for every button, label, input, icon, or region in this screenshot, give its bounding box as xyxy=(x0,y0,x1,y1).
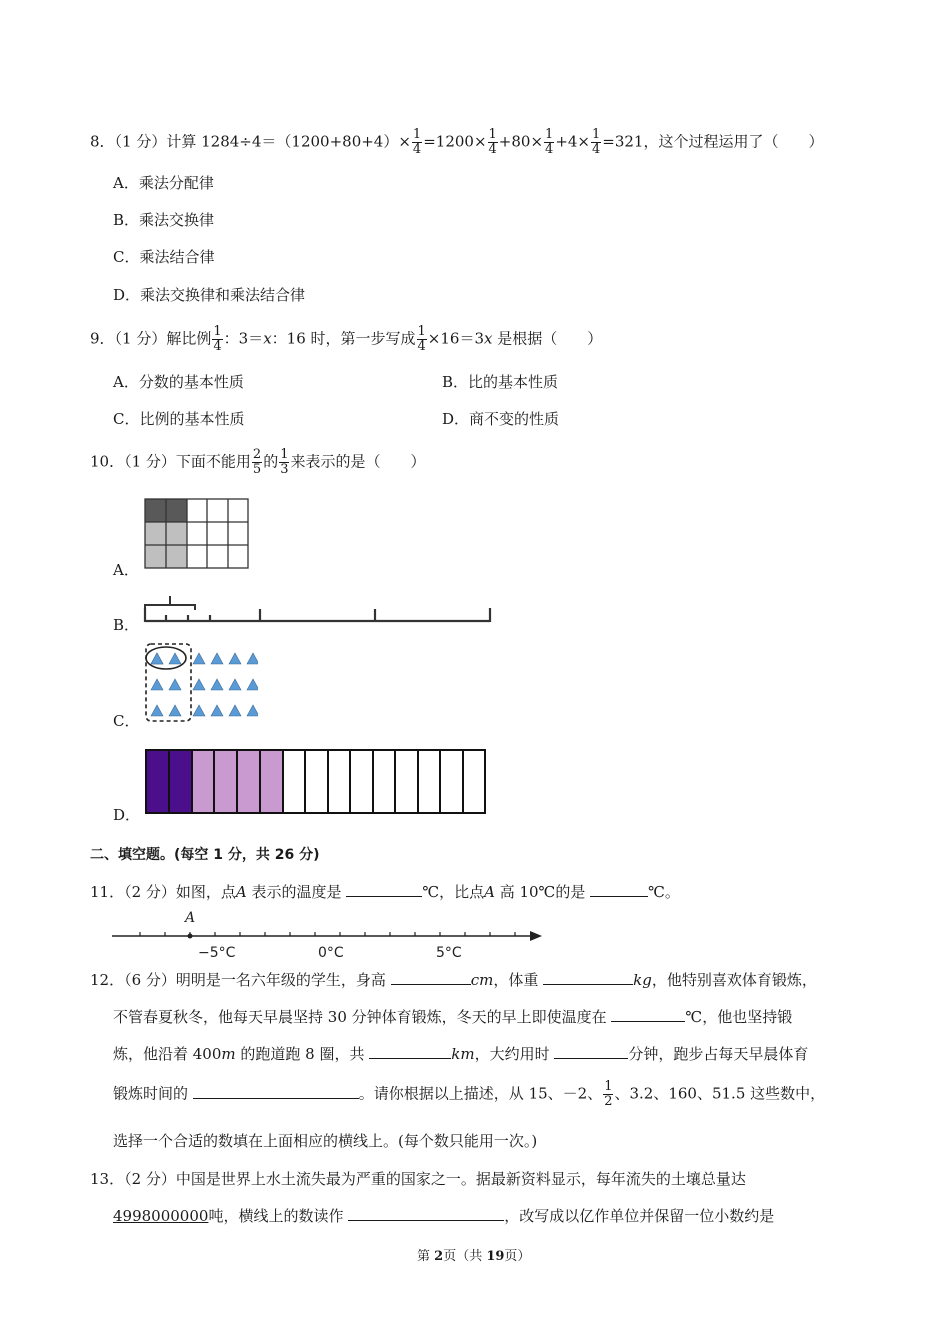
q8-option-d[interactable]: D．乘法交换律和乘法结合律 xyxy=(113,286,306,304)
q9-stem: 9．（1 分）解比例 $\frac{1}{4}$ ：3＝x：16 时，第一步写成 $\frac{1}{4}$ ×16＝3x 是根据（ ） xyxy=(90,324,603,354)
q12-line-5: 选择一个合适的数填在上面相应的横线上。(每个数只能用一次。) xyxy=(113,1132,538,1150)
q13-line-1: 13．（2 分）中国是世界上水土流失最为严重的国家之一。据最新资料显示，每年流失的土壤总量达 xyxy=(90,1170,746,1188)
q8-option-a[interactable]: A．乘法分配律 xyxy=(113,174,214,192)
q10-option-c-triangles-figure[interactable] xyxy=(143,642,258,724)
grid-cell-light xyxy=(166,545,187,568)
q11-stem: 11．（2 分）如图，点A 表示的温度是 ℃，比点A 高 10℃的是 ℃。 xyxy=(90,883,680,901)
selection-ellipse xyxy=(146,647,186,669)
grid-cell-light xyxy=(166,522,187,545)
answer-blank[interactable] xyxy=(543,970,633,985)
q12-line-3: 炼，他沿着 400m 的跑道跑 8 圈，共 km，大约用时 分钟，跑步占每天早晨体育 xyxy=(113,1045,809,1063)
answer-blank[interactable] xyxy=(346,882,422,897)
q10-option-a-label[interactable]: A． xyxy=(113,561,139,579)
answer-blank[interactable] xyxy=(369,1044,451,1059)
q12-line-2: 不管春夏秋冬，他每天早晨坚持 30 分钟体育锻炼，冬天的早上即使温度在 ℃，他也坚持锻 xyxy=(113,1008,793,1026)
q10-option-d-bar-figure[interactable] xyxy=(143,747,489,817)
tick-label: 5°C xyxy=(436,945,462,961)
fraction-two-fifths: $\frac{2}{5}$ xyxy=(252,447,262,477)
q9-option-b[interactable]: B．比的基本性质 xyxy=(442,373,559,391)
q9-option-d[interactable]: D．商不变的性质 xyxy=(442,410,560,428)
section-title: 二、填空题。(每空 1 分，共 26 分) xyxy=(90,847,320,863)
fraction-one-quarter: $\frac{1}{4}$ xyxy=(488,127,497,157)
grid-cell-dark xyxy=(166,499,187,522)
grid-cell-light xyxy=(145,545,166,568)
fraction-one-quarter: $\frac{1}{4}$ xyxy=(592,127,601,157)
q13-line-2: 4998000000吨，横线上的数读作 ，改写成以亿作单位并保留一位小数约是 xyxy=(113,1207,775,1225)
tick-label: −5°C xyxy=(198,945,236,961)
q10-option-c-label[interactable]: C． xyxy=(113,712,140,730)
grid-cell-dark xyxy=(145,499,166,522)
q10-option-a-grid-figure[interactable] xyxy=(143,497,251,572)
q8-stem: 8．（1 分）计算 1284÷4＝（1200+80+4）× $\frac{1}{4}$ =1200× $\frac{1}{4}$ +80× $\frac{1}{4}$ +4× $\frac{1}{4}$ =321，这个过程运用了（ ） xyxy=(90,127,824,157)
fraction-one-quarter: $\frac{1}{4}$ xyxy=(545,127,554,157)
answer-blank[interactable] xyxy=(348,1206,504,1221)
q8-option-c[interactable]: C．乘法结合律 xyxy=(113,248,215,266)
point-a-dot xyxy=(188,934,193,939)
q8-option-b[interactable]: B．乘法交换律 xyxy=(113,211,215,229)
answer-blank[interactable] xyxy=(193,1084,359,1099)
grid-cell-light xyxy=(145,522,166,545)
answer-blank[interactable] xyxy=(611,1007,685,1022)
fraction-one-quarter: $\frac{1}{4}$ xyxy=(417,324,426,354)
q12-line-4: 锻炼时间的 。请你根据以上描述，从 15、－2、 $\frac{1}{2}$ 、3.2、160、51.5 这些数中， xyxy=(113,1079,826,1109)
answer-blank[interactable] xyxy=(590,882,648,897)
q10-option-d-label[interactable]: D． xyxy=(113,806,141,824)
temperature-number-line xyxy=(110,905,545,965)
tick-label: 0°C xyxy=(318,945,344,961)
fraction-one-quarter: $\frac{1}{4}$ xyxy=(213,324,222,354)
point-a-label: A xyxy=(185,910,196,926)
answer-blank[interactable] xyxy=(554,1044,628,1059)
q12-line-1: 12．（6 分）明明是一名六年级的学生，身高 cm，体重 kg，他特别喜欢体育锻炼， xyxy=(90,971,817,989)
selection-dashed-box xyxy=(146,644,191,721)
q10-option-b-segment-figure[interactable] xyxy=(140,591,495,627)
fraction-one-third: $\frac{1}{3}$ xyxy=(280,447,289,477)
page-footer: 第 2页（共 19页） xyxy=(417,1249,531,1264)
fraction-one-quarter: $\frac{1}{4}$ xyxy=(412,127,422,157)
fraction-one-half: $\frac{1}{2}$ xyxy=(604,1079,613,1109)
q9-option-a[interactable]: A．分数的基本性质 xyxy=(113,373,244,391)
answer-blank[interactable] xyxy=(391,970,471,985)
q10-stem: 10．（1 分）下面不能用 $\frac{2}{5}$ 的 $\frac{1}{3}$ 来表示的是（ ） xyxy=(90,447,426,477)
q9-option-c[interactable]: C．比例的基本性质 xyxy=(113,410,245,428)
q10-option-b-label[interactable]: B． xyxy=(113,616,140,634)
